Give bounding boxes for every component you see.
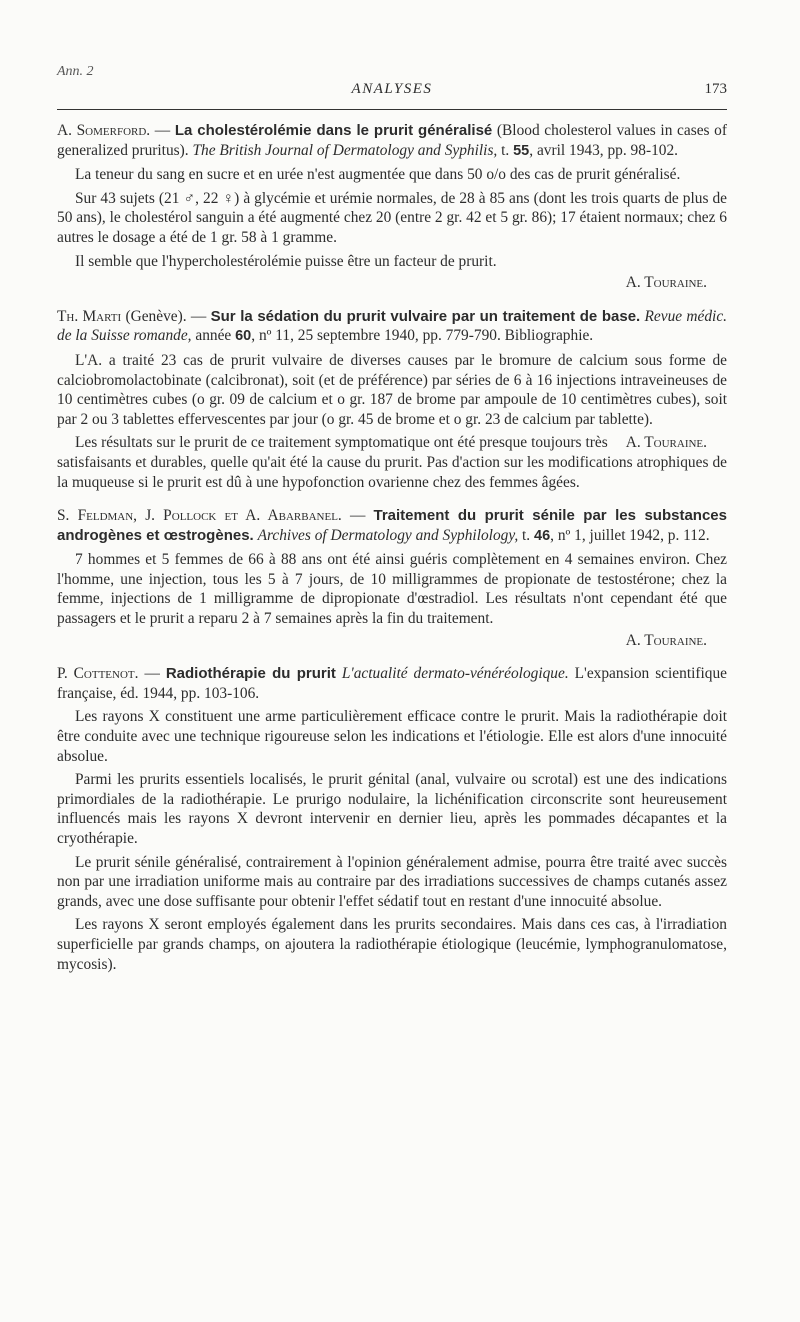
paragraph [57, 433, 727, 492]
paragraph: La teneur du sang en sucre et en urée n'est augmentée que dans 50 o/o des cas de prurit généralisé. [75, 166, 681, 184]
paragraph: L'A. a traité 23 cas de prurit vulvaire de diverses causes par le bromure de calcium sous forme de calciobromolactobinate (calcibronat), soit (et de préférence) par séries de 6 à 16 injections intraveineuses de 10 centimètres cubes (o gr. 09 de calcium et o gr. 187 de brome par ampoule de 10 centimètres cubes), soit par 2 ou 3 tablettes effervescentes par jour (o gr. 45 de brome et o gr. 23 de calcium par tablette). [57, 351, 727, 428]
journal-name: L'actualité dermato-vénéréologique. [341, 665, 569, 683]
dash: — [150, 122, 175, 139]
running-title: ANALYSES [351, 81, 433, 97]
reference-tail: L'expansion scientifique française, éd. 1944, pp. 103-106. [57, 665, 727, 702]
dash: — [341, 507, 374, 525]
volume-number: 55 [513, 142, 530, 159]
signature: A. Touraine. [625, 631, 707, 649]
page-number: 173 [704, 81, 727, 97]
paragraph: Sur 43 sujets (21 ♂, 22 ♀) à glycémie et urémie normales, de 28 à 85 ans (dont les trois quarts de plus de 50 ans), le cholestérol sanguin a été augmenté chez 20 (entre 2 gr. 42 et 5 gr. 86); 17 étaient normaux; chez 6 autres le dosage a été de 1 gr. 58 à 1 gramme. [57, 189, 727, 246]
article-cottenot [57, 664, 727, 974]
article-author: A. Somerford. [57, 122, 151, 139]
article-heading [57, 121, 727, 161]
paragraph: 7 hommes et 5 femmes de 66 à 88 ans ont été ainsi guéris complètement en 4 semaines environ. Chez l'homme, une injection, tous les 5 à 7 jours, de 10 milligrammes de propionate de testostérone; chez la femme, injections de 1 milligramme de dipropionate d'œstradiol. Les résultats n'ont cependant été que passagers et le prurit a reparu 2 à 7 semaines après la fin du traitement. [57, 551, 727, 628]
paragraph-text: Les résultats sur le prurit de ce traitement symptomatique ont été presque toujours très satisfaisants et durables, quelle qu'ait été la cause du prurit. Pas d'action sur les modifications atrophiques de la muqueuse si le prurit est dû à une hypofonction ovarienne chez des femmes âgées. [57, 434, 727, 491]
article-author: P. Cottenot. [57, 665, 139, 683]
article-heading [57, 664, 727, 703]
paragraph: Il semble que l'hypercholestérolémie puisse être un facteur de prurit. [75, 252, 497, 270]
article-heading [57, 506, 727, 546]
paragraph: Le prurit sénile généralisé, contrairement à l'opinion généralement admise, pourra être traité avec succès non par une irradiation uniforme mais au contraire par des irradiations successives de champs cutanés assez grands, avec une dose suffisante pour obtenir l'effet sédatif tout en restant d'une innocuité absolue. [57, 853, 727, 910]
article-reference: (Blood cholesterol values in cases of generalized pruritus). [57, 122, 727, 159]
volume-number: 46 [534, 527, 551, 544]
journal-name: Revue médic. de la Suisse romande, [57, 307, 727, 345]
article-author: S. Feldman, J. Pollock et A. Abarbanel. [57, 507, 342, 525]
article-heading [57, 307, 727, 347]
article-somerford [57, 121, 727, 293]
header-rule [57, 109, 727, 110]
article-title: Traitement du prurit sénile par les substances androgènes et œstrogènes. [57, 507, 727, 544]
article-title: Sur la sédation du prurit vulvaire par un traitement de base. [210, 307, 641, 325]
article-feldman [57, 506, 727, 650]
dash: — [186, 307, 211, 325]
signature: A. Touraine. [625, 274, 707, 292]
page-body [57, 121, 727, 988]
paragraph: Les rayons X constituent une arme particulièrement efficace contre le prurit. Mais la radiothérapie doit être conduite avec une technique rigoureuse selon les indications et l'étiologie. Elle est alors d'une innocuité absolue. [57, 708, 727, 765]
article-title: Radiothérapie du prurit [165, 665, 336, 683]
volume-prefix: année [191, 327, 236, 345]
volume-number: 60 [235, 328, 252, 345]
article-marti [57, 307, 727, 492]
reference-tail: , avril 1943, pp. 98-102. [529, 141, 679, 159]
reference-tail: , nº 11, 25 septembre 1940, pp. 779-790. Bibliographie. [251, 327, 594, 345]
signature: A. Touraine. [625, 434, 707, 452]
article-title: La cholestérolémie dans le prurit généralisé [174, 122, 493, 139]
article-author: Th. Marti [57, 307, 122, 325]
author-location: (Genève). [121, 307, 187, 325]
reference-tail: , nº 1, juillet 1942, p. 112. [550, 526, 710, 544]
volume-prefix: t. [497, 141, 514, 159]
dash: — [138, 665, 166, 683]
volume-prefix: t. [518, 526, 535, 544]
paragraph: Les rayons X seront employés également dans les prurits secondaires. Mais dans ces cas, à l'irradiation superficielle par grands champs, on ajoutera la radiothérapie étiologique (leucémie, lymphogranulomatose, mycosis). [57, 916, 727, 973]
journal-name: The British Journal of Dermatology and Syphilis, [192, 141, 498, 159]
journal-name: Archives of Dermatology and Syphilology, [257, 526, 519, 544]
paragraph: Parmi les prurits essentiels localisés, le prurit génital (anal, vulvaire ou scrotal) est une des indications primordiales de la radiothérapie. Le prurigo nodulaire, la lichénification circonscrite sont heureusement influencés mais les rayons X devront intervenir en dernier lieu, après les pommades décapantes et la cryothérapie. [57, 771, 727, 847]
annotation-mark: Ann. 2 [57, 64, 94, 79]
